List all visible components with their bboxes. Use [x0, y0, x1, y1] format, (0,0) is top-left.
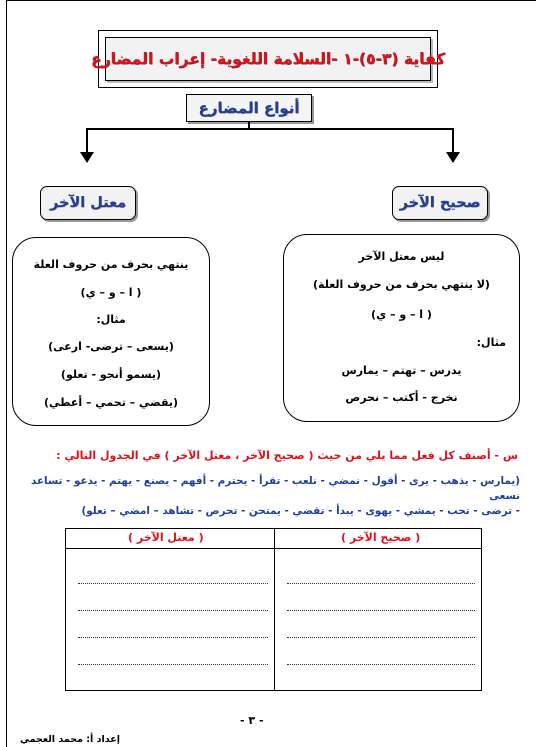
types-heading: أنواع المضارع	[198, 99, 300, 117]
category-right-box	[392, 186, 488, 220]
answer-line-left-3[interactable]	[78, 637, 268, 638]
answer-line-right-3[interactable]	[287, 637, 475, 638]
left-line-4: (يسمو أنجو - تعلو)	[60, 368, 162, 381]
right-line-3: ( ا – و – ي)	[371, 308, 432, 321]
table-header-right: ( صحيح الآخر )	[341, 531, 421, 544]
right-line-1: ليس معتل الآخر	[358, 250, 445, 263]
category-right-label: صحيح الآخر	[399, 195, 481, 211]
page-title: كفاية (٣-٥)-١ -السلامة اللغوية- إعراب المضارع	[91, 50, 445, 68]
left-line-5: (يقضي – تحمي – أعطي)	[43, 396, 179, 409]
page-number: - ٣ -	[240, 714, 264, 727]
arrow-down-left-icon	[80, 152, 94, 163]
connector-left-drop	[86, 128, 88, 153]
table-column-divider	[274, 529, 275, 690]
answer-line-left-2[interactable]	[78, 610, 268, 611]
connector-right-drop	[452, 128, 454, 153]
table-header-left: ( معتل الآخر )	[128, 531, 204, 544]
left-line-3: (يسعى – ترضى- ارعى)	[48, 340, 174, 353]
right-line-4: يدرس – تهتم – يمارس	[341, 364, 462, 377]
table-header-divider	[66, 548, 481, 549]
title-banner	[91, 30, 445, 88]
answer-line-right-1[interactable]	[287, 583, 475, 584]
verbs-list	[14, 474, 520, 519]
category-left-box	[40, 186, 136, 220]
answer-line-right-4[interactable]	[287, 664, 475, 665]
author-credit: إعداد أ: محمد العجمي	[20, 734, 120, 745]
title-banner-inner	[91, 37, 445, 81]
connector-horizontal	[86, 128, 454, 130]
right-example-label: مثال:	[476, 336, 506, 349]
arrow-down-right-icon	[446, 152, 460, 163]
classification-table	[65, 528, 482, 691]
left-example-label: مثال:	[96, 313, 126, 326]
verbs-line-2: - ترضى - تحب - يمشي - يهوى - يبدأ - تقضي - يمتحن - تحرص - تشاهد – امضي – تعلو)	[81, 505, 520, 517]
left-line-1: ينتهي بحرف من حروف العلة	[33, 258, 189, 271]
category-left-label: معتل الآخر	[49, 195, 127, 211]
right-line-2: (لا ينتهي بحرف من حروف العلة)	[313, 278, 490, 291]
exercise-question: س - أصنف كل فعل مما يلي من حيث ( صحيح الآخر ، معتل الآخر ) في الجدول التالي :	[56, 449, 518, 462]
answer-line-left-1[interactable]	[78, 583, 268, 584]
answer-line-left-4[interactable]	[78, 664, 268, 665]
answer-line-right-2[interactable]	[287, 610, 475, 611]
verbs-line-1: (يمارس - يذهب - يرى - أقول - نمضي - نلعب - تقرأ - يحترم - أفهم - يصنع - يهتم - يدعو - تساعد نسعى	[30, 475, 520, 502]
left-line-2: ( ا – و – ي)	[80, 286, 142, 299]
right-line-5: نخرج - أكتب – نحرص	[345, 391, 458, 404]
types-heading-box	[186, 94, 312, 122]
